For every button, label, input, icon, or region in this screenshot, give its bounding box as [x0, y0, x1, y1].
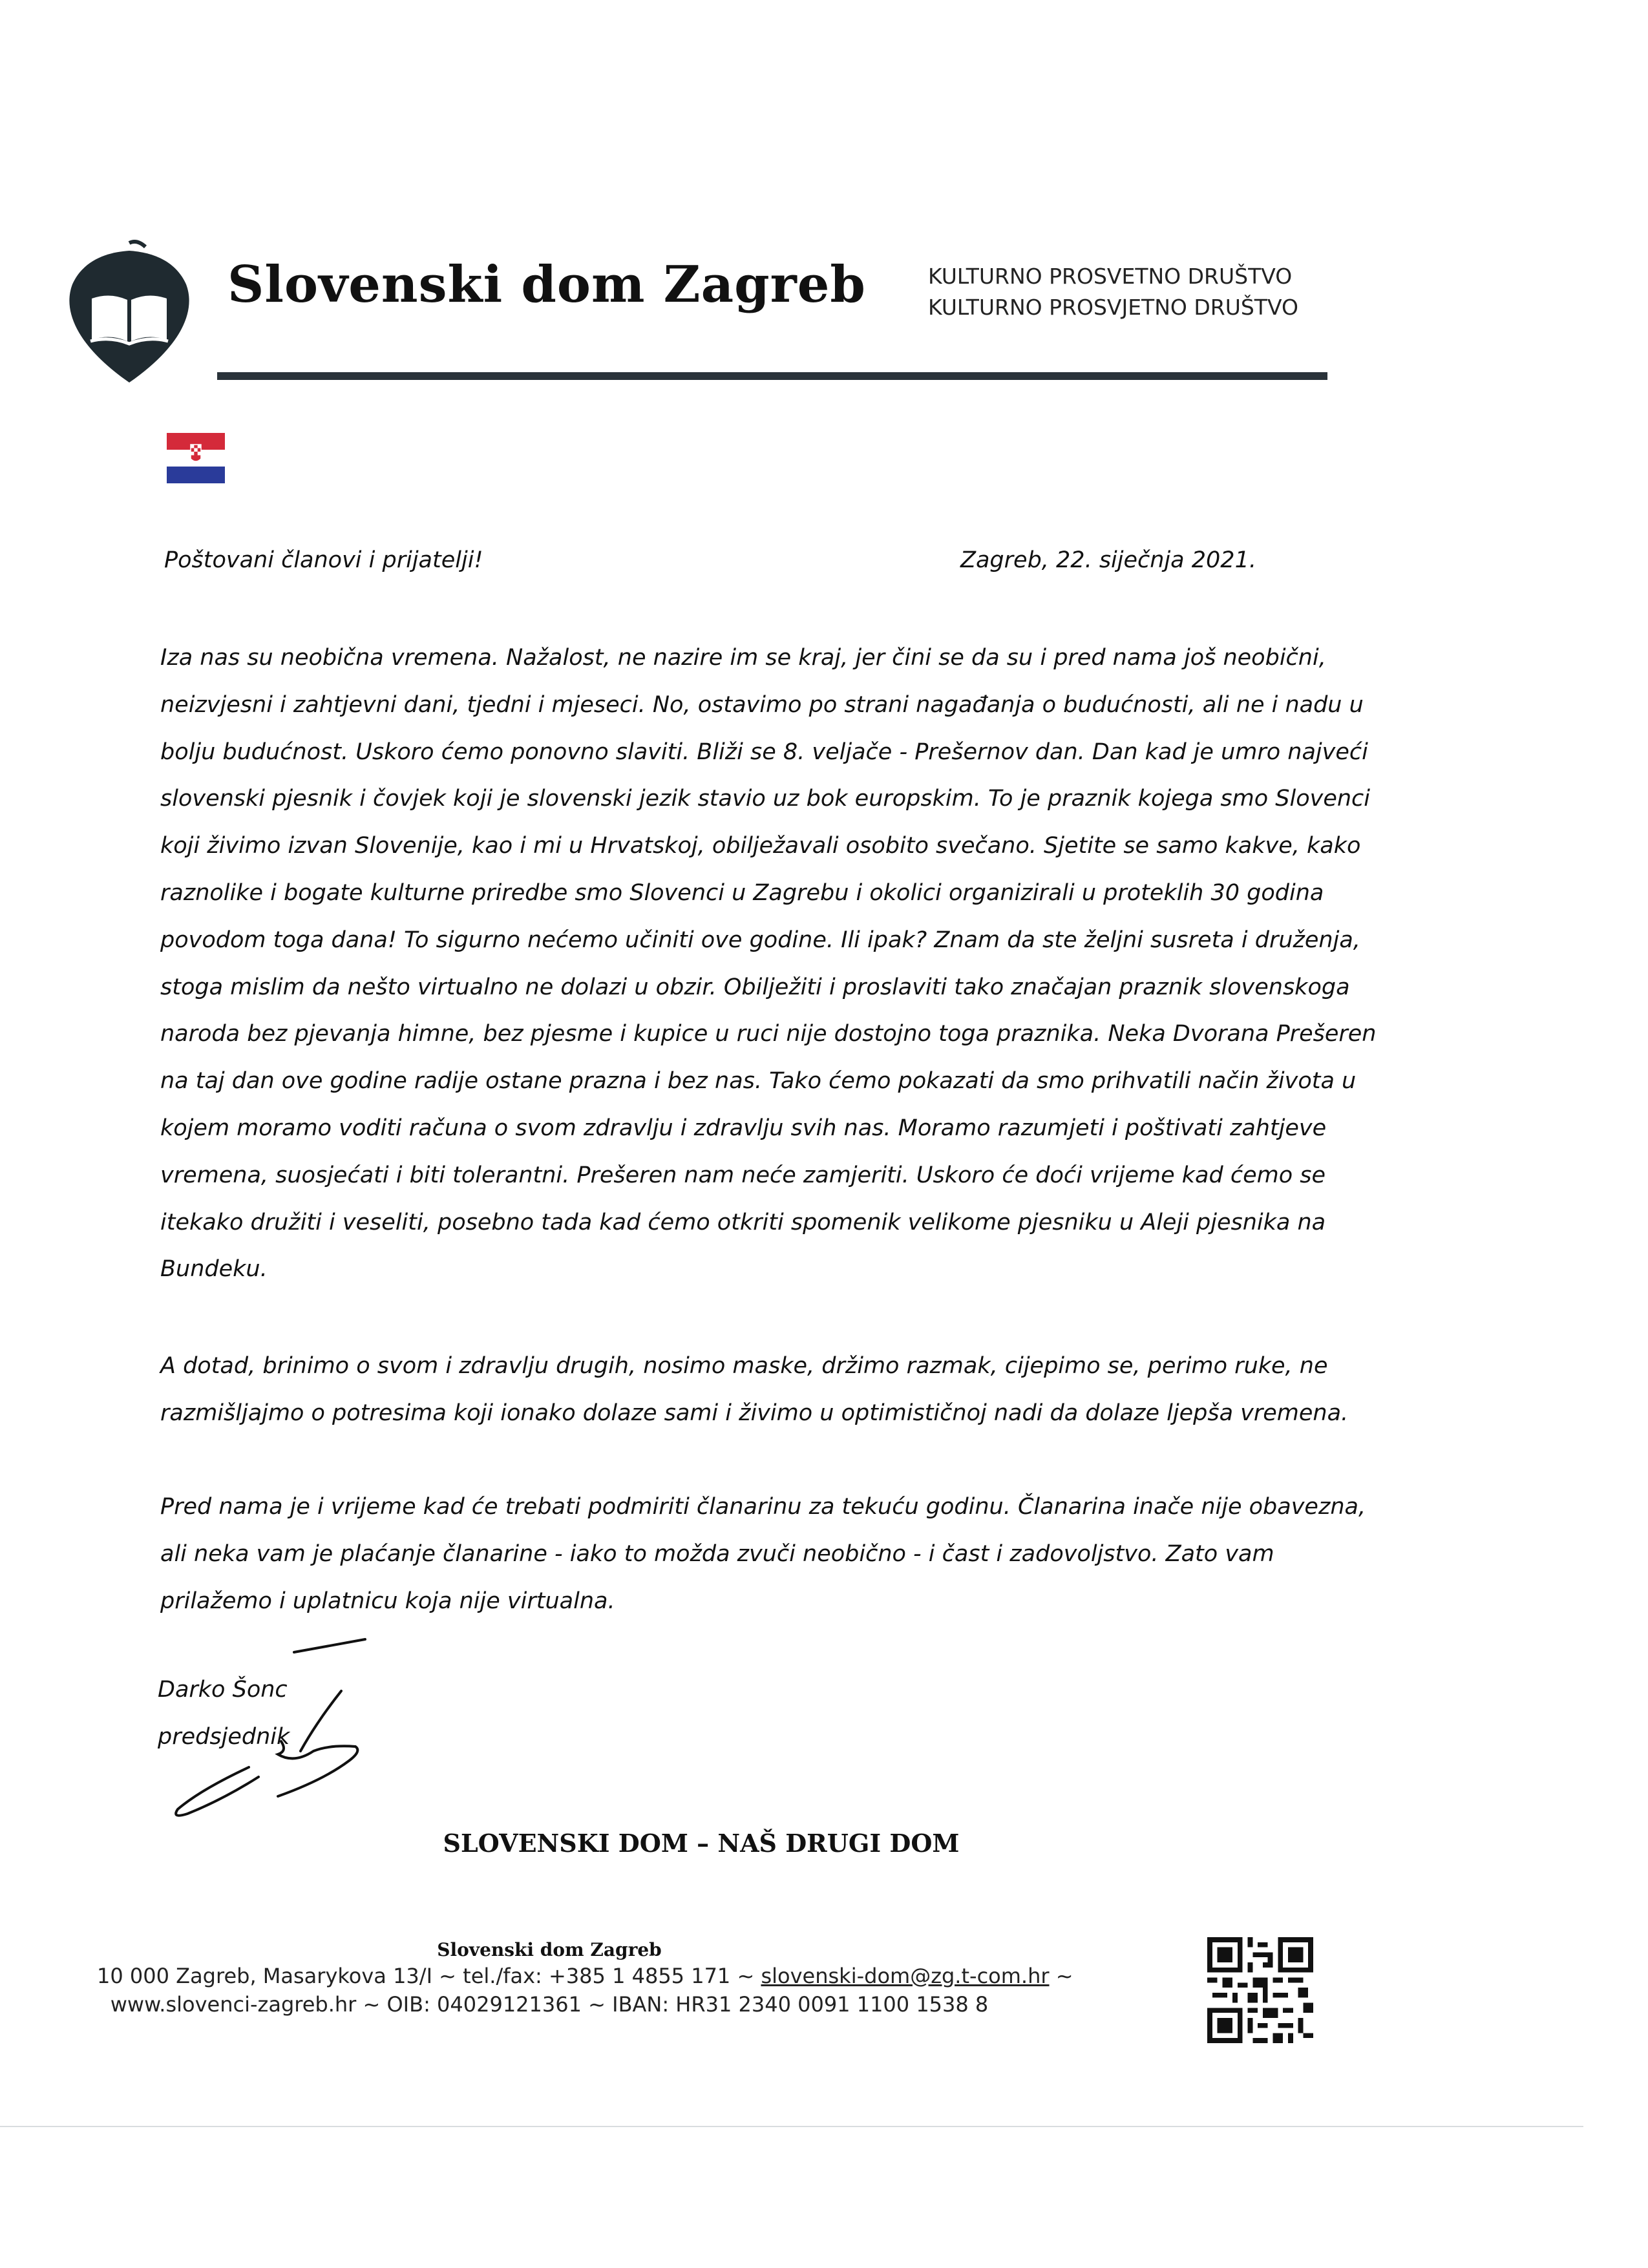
text-line: Iza nas su neobična vremena. Nažalost, ne nazire im se kraj, jer čini se da su i pred nama još neobični,: [160, 645, 1326, 671]
text-line: stoga mislim da nešto virtualno ne dolazi u obzir. Obilježiti i proslaviti tako značajan praznik slovenskoga: [160, 974, 1350, 1000]
signer-name: Darko Šonc: [158, 1677, 288, 1703]
footer-address-line: [97, 1962, 1073, 1990]
text-line: Bundeku.: [160, 1256, 268, 1283]
text-line: A dotad, brinimo o svom i zdravlju drugih, nosimo maske, držimo razmak, cijepimo se, perimo ruke, ne: [160, 1353, 1328, 1379]
paragraph-2: [160, 1343, 1349, 1437]
qr-code-icon: [1207, 1937, 1313, 2043]
text-line: neizvjesni i zahtjevni dani, tjedni i mjeseci. No, ostavimo po strani nagađanja o budućnosti, ali ne i nadu u: [160, 691, 1364, 718]
page-bottom-edge: [0, 2126, 1583, 2127]
footer-address-end: ~: [1049, 1964, 1073, 1988]
footer: [97, 1938, 1073, 2019]
text-line: povodom toga dana! To sigurno nećemo učiniti ove godine. Ili ipak? Znam da ste željni susreta i druženja,: [160, 927, 1360, 953]
signer-role: predsjednik: [158, 1724, 290, 1750]
text-line: vremena, suosjećati i biti tolerantni. Prešeren nam neće zamjeriti. Uskoro će doći vrijeme kad ćemo se: [160, 1162, 1326, 1188]
footer-web-iban-line: www.slovenci-zagreb.hr ~ OIB: 04029121361 ~ IBAN: HR31 2340 0091 1100 1538 8: [110, 1992, 989, 2017]
book-leaf-logo-icon: [65, 233, 194, 388]
croatian-flag-icon: [167, 433, 225, 483]
organization-type-slovene: KULTURNO PROSVETNO DRUŠTVO: [928, 264, 1293, 289]
text-line: Pred nama je i vrijeme kad će trebati podmiriti članarinu za tekuću godinu. Članarina inače nije obavezna,: [160, 1494, 1366, 1520]
text-line: kojem moramo voditi računa o svom zdravlju i zdravlju svih nas. Moramo razumjeti i poštivati zahtjeve: [160, 1115, 1327, 1141]
letter-date: Zagreb, 22. siječnja 2021.: [960, 547, 1256, 573]
text-line: slovenski pjesnik i čovjek koji je slovenski jezik stavio uz bok europskim. To je praznik kojega smo Slovenci: [160, 786, 1371, 812]
text-line: razmišljajmo o potresima koji ionako dolaze sami i živimo u optimističnoj nadi da dolaze ljepša vremena.: [160, 1400, 1349, 1426]
text-line: bolju budućnost. Uskoro ćemo ponovno slaviti. Bliži se 8. veljače - Prešernov dan. Dan kad je umro najveći: [160, 739, 1368, 765]
text-line: koji živimo izvan Slovenije, kao i mi u Hrvatskoj, obilježavali osobito svečano. Sjetite se samo kakve, kako: [160, 833, 1361, 859]
text-line: na taj dan ove godine radije ostane prazna i bez nas. Tako ćemo pokazati da smo prihvatili način života u: [160, 1068, 1357, 1095]
text-line: raznolike i bogate kulturne priredbe smo Slovenci u Zagrebu i okolici organizirali u proteklih 30 godina: [160, 879, 1324, 906]
organization-name: Slovenski dom Zagreb: [227, 255, 866, 314]
paragraph-3: [160, 1484, 1366, 1624]
footer-email-link[interactable]: slovenski-dom@zg.t-com.hr: [761, 1964, 1050, 1988]
text-line: prilažemo i uplatnicu koja nije virtualna.: [160, 1588, 615, 1614]
motto: [0, 1829, 1648, 1858]
paragraph-1: [160, 635, 1377, 1293]
footer-organization-name: Slovenski dom Zagreb: [437, 1939, 662, 1960]
text-line: itekako družiti i veseliti, posebno tada kad ćemo otkriti spomenik velikome pjesniku u Aleji pjesnika na: [160, 1209, 1326, 1235]
handwritten-signature: [162, 1638, 375, 1832]
text-line: naroda bez pjevanja himne, bez pjesme i kupice u ruci nije dostojno toga praznika. Neka Dvorana Prešeren: [160, 1021, 1377, 1047]
footer-address: 10 000 Zagreb, Masarykova 13/I ~ tel./fax: +385 1 4855 171 ~: [97, 1964, 761, 1988]
organization-type-croatian: KULTURNO PROSVJETNO DRUŠTVO: [928, 295, 1298, 320]
organization-type: [928, 261, 1298, 323]
text-line: ali neka vam je plaćanje članarine - iako to možda zvuči neobično - i čast i zadovoljstvo. Zato vam: [160, 1540, 1274, 1567]
salutation: Poštovani članovi i prijatelji!: [164, 547, 483, 573]
motto-text: SLOVENSKI DOM – NAŠ DRUGI DOM: [443, 1829, 960, 1858]
header-divider: [217, 372, 1327, 380]
